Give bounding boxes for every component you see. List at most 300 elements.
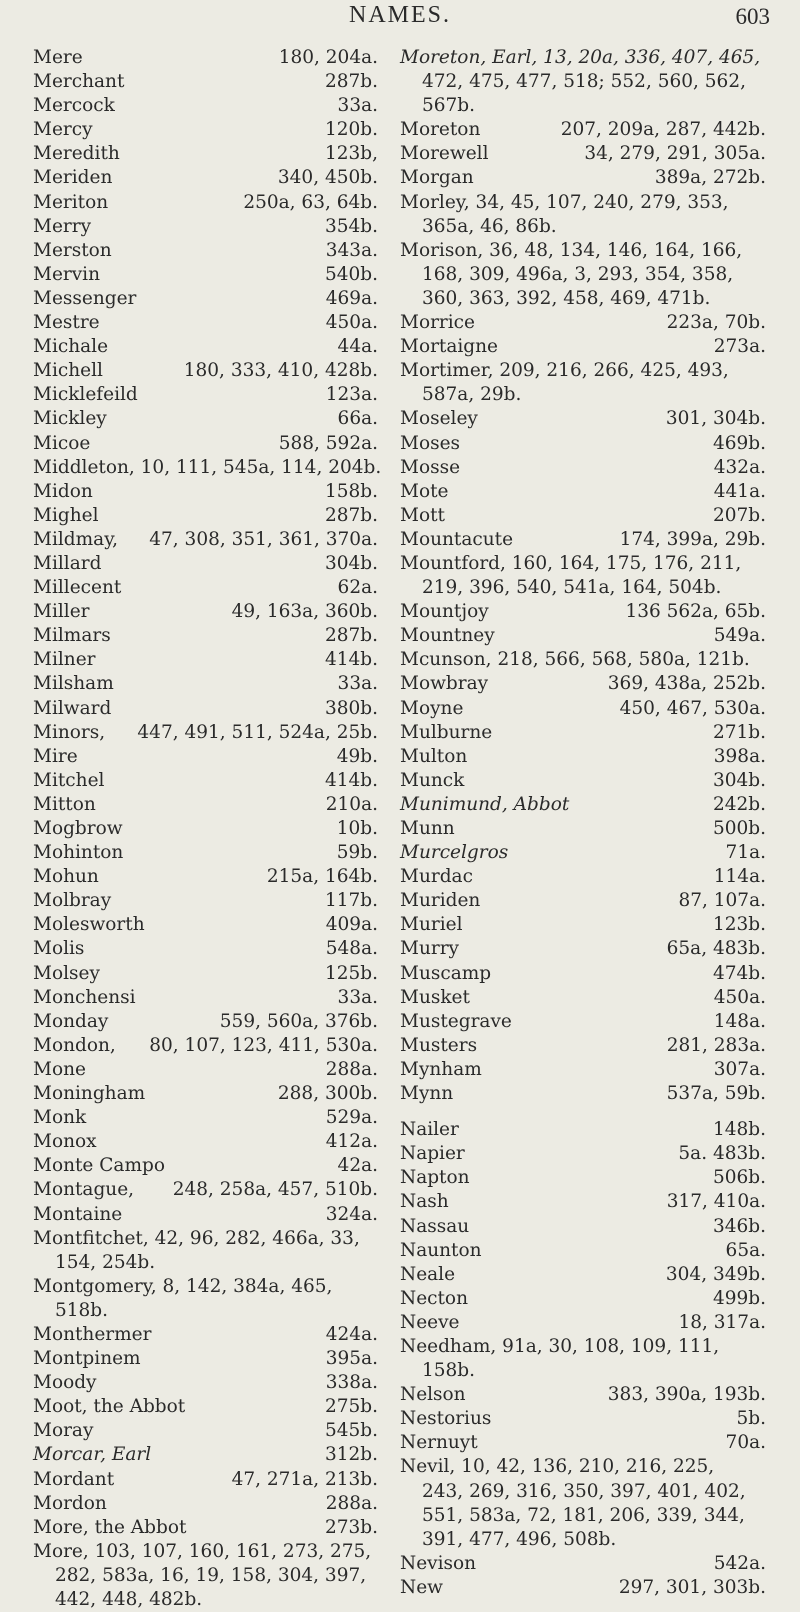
index-entry-line bbox=[400, 986, 766, 1010]
index-entry-line bbox=[400, 118, 766, 142]
index-entry bbox=[400, 1190, 766, 1214]
index-entry-line bbox=[400, 1431, 766, 1455]
entry-page-refs: 49, 163a, 360b. bbox=[231, 601, 378, 623]
entry-page-refs: 10b. bbox=[336, 818, 378, 839]
index-entry bbox=[33, 745, 378, 769]
entry-name: Mulburne bbox=[400, 721, 493, 743]
entry-name: Millard bbox=[33, 552, 102, 574]
entry-page-refs: 114a. bbox=[713, 866, 766, 888]
index-entry-line bbox=[33, 552, 378, 576]
index-entry-line bbox=[33, 311, 378, 335]
entry-name: Moningham bbox=[33, 1083, 146, 1105]
entry-page-refs: 117b. bbox=[324, 890, 378, 912]
index-entry-line bbox=[400, 1215, 766, 1239]
index-entry-line bbox=[400, 1166, 766, 1190]
entry-name: Moses bbox=[400, 432, 461, 454]
index-entry bbox=[33, 937, 378, 961]
entry-name: Mordant bbox=[33, 1468, 115, 1490]
entry-name: Mott bbox=[400, 504, 445, 526]
entry-name: Moreton bbox=[400, 119, 481, 141]
entry-page-refs: 469a. bbox=[325, 287, 378, 309]
index-entry-line bbox=[400, 407, 766, 431]
entry-name: Mone bbox=[33, 1058, 86, 1080]
index-entry-line bbox=[400, 1407, 766, 1431]
index-entry-line bbox=[33, 191, 378, 215]
entry-page-refs: 549a. bbox=[713, 625, 766, 647]
index-entry bbox=[400, 1215, 766, 1239]
entry-page-refs: 287b. bbox=[324, 71, 378, 93]
index-column-left bbox=[33, 46, 382, 1612]
index-entry-line bbox=[33, 937, 378, 961]
entry-name: Mynn bbox=[400, 1083, 454, 1105]
entry-name: Milner bbox=[33, 649, 96, 671]
index-entry-line bbox=[33, 215, 378, 239]
entry-page-refs: 47, 271a, 213b. bbox=[231, 1468, 378, 1490]
entry-page-refs: 542a. bbox=[713, 1552, 766, 1574]
entry-page-refs: 180, 333, 410, 428b. bbox=[183, 360, 378, 382]
entry-name: Mowbray bbox=[400, 673, 489, 695]
index-entry bbox=[400, 721, 766, 745]
index-entry bbox=[33, 480, 378, 504]
index-entry-line bbox=[33, 1154, 378, 1178]
index-entry bbox=[33, 1275, 378, 1323]
index-entry bbox=[400, 46, 766, 118]
entry-name: Moreton, Earl, 13, 20a, 336, 407, 465, bbox=[400, 47, 761, 68]
index-entry bbox=[33, 865, 378, 889]
entry-name: Murcelgros bbox=[400, 842, 509, 864]
entry-name: Mitchel bbox=[33, 769, 105, 791]
entry-page-refs: 123b. bbox=[712, 914, 766, 936]
index-entry bbox=[400, 889, 766, 913]
page-number: 603 bbox=[735, 4, 770, 29]
index-entry bbox=[400, 359, 766, 407]
index-entry-line bbox=[400, 745, 766, 769]
index-entry-line bbox=[33, 1371, 378, 1395]
entry-name: Mohun bbox=[33, 866, 99, 888]
index-entry-line bbox=[400, 913, 766, 937]
entry-name: Mohinton bbox=[33, 842, 124, 864]
entry-name: Molbray bbox=[33, 890, 112, 912]
entry-page-refs: 148b. bbox=[712, 1119, 766, 1141]
entry-page-refs: 288a. bbox=[325, 1492, 378, 1514]
entry-name: Micklefeild bbox=[33, 384, 138, 406]
index-entry-line bbox=[33, 986, 378, 1010]
entry-name: Mcunson, 218, 566, 568, 580a, 121b. bbox=[400, 649, 750, 671]
index-entry bbox=[400, 166, 766, 190]
entry-name: Montaine bbox=[33, 1203, 123, 1225]
index-entry bbox=[33, 1323, 378, 1347]
index-entry bbox=[400, 1287, 766, 1311]
entry-page-refs: 120b. bbox=[324, 119, 378, 141]
index-entry-line bbox=[400, 1082, 766, 1106]
index-entry-line bbox=[400, 793, 766, 817]
entry-page-refs: 506b. bbox=[712, 1167, 766, 1189]
index-entry bbox=[33, 118, 378, 142]
index-entry bbox=[400, 841, 766, 865]
index-entry-line bbox=[400, 600, 766, 624]
entry-name: Napton bbox=[400, 1167, 470, 1189]
index-entry bbox=[33, 528, 378, 552]
index-entry bbox=[33, 407, 378, 431]
index-entry bbox=[400, 335, 766, 359]
index-entry bbox=[33, 889, 378, 913]
index-entry-line bbox=[33, 528, 378, 552]
entry-page-refs: 210a. bbox=[325, 793, 378, 815]
entry-page-refs: 33a. bbox=[337, 95, 378, 117]
entry-name: Munn bbox=[400, 818, 455, 839]
entry-page-refs: 450a. bbox=[325, 312, 378, 334]
index-entry bbox=[400, 697, 766, 721]
entry-name: Nevison bbox=[400, 1552, 477, 1574]
entry-page-refs: 469b. bbox=[712, 432, 766, 454]
index-entry-line bbox=[400, 142, 766, 166]
index-entry-line bbox=[33, 239, 378, 263]
entry-page-refs: 450, 467, 530a. bbox=[619, 697, 766, 719]
entry-name: Michale bbox=[33, 336, 109, 358]
index-entry bbox=[400, 1455, 766, 1551]
entry-name: Morison, 36, 48, 134, 146, 164, 166, bbox=[400, 239, 743, 261]
index-entry bbox=[400, 648, 766, 672]
entry-name: Messenger bbox=[33, 287, 137, 309]
entry-name: Mervin bbox=[33, 263, 101, 285]
index-entry-line bbox=[33, 962, 378, 986]
entry-name: Nevil, 10, 42, 136, 210, 216, 225, bbox=[400, 1456, 715, 1478]
index-entry bbox=[400, 1010, 766, 1034]
index-entry bbox=[400, 1311, 766, 1335]
entry-name: Moyne bbox=[400, 697, 464, 719]
page-header bbox=[0, 2, 800, 40]
index-entry bbox=[33, 1010, 378, 1034]
entry-page-refs: 62a. bbox=[337, 577, 378, 599]
index-entry-line bbox=[33, 1468, 378, 1492]
index-entry-line bbox=[400, 1263, 766, 1287]
index-entry bbox=[400, 407, 766, 431]
entry-name: Monday bbox=[33, 1010, 109, 1032]
index-entry-line bbox=[33, 407, 378, 431]
index-entry bbox=[33, 1178, 378, 1202]
entry-name: Mountford, 160, 164, 175, 176, 211, bbox=[400, 552, 742, 574]
index-entry bbox=[33, 239, 378, 263]
entry-page-refs: 125b. bbox=[324, 962, 378, 984]
entry-name: Musters bbox=[400, 1034, 478, 1056]
index-entry-line bbox=[33, 456, 382, 480]
entry-page-refs: 215a, 164b. bbox=[266, 866, 378, 888]
index-entry-line bbox=[400, 528, 766, 552]
index-entry bbox=[33, 600, 378, 624]
index-entry-line bbox=[33, 1540, 378, 1564]
index-entry-line bbox=[33, 142, 378, 166]
index-entry bbox=[33, 504, 378, 528]
index-entry-line bbox=[400, 817, 766, 841]
index-entry-line bbox=[400, 1576, 766, 1600]
entry-page-refs: 44a. bbox=[337, 336, 378, 358]
entry-page-refs: 340, 450b. bbox=[277, 167, 378, 189]
entry-page-refs: 424a. bbox=[325, 1323, 378, 1345]
entry-page-refs: 346b. bbox=[712, 1215, 766, 1237]
entry-page-refs: 529a. bbox=[325, 1107, 378, 1129]
entry-continuation: 587a, 29b. bbox=[422, 384, 522, 406]
index-entry bbox=[33, 142, 378, 166]
index-entry-line bbox=[33, 697, 378, 721]
entry-page-refs: 123b, bbox=[324, 143, 378, 165]
entry-page-refs: 447, 491, 511, 524a, 25b. bbox=[137, 721, 378, 743]
entry-name: Montgomery, 8, 142, 384a, 465, bbox=[33, 1275, 333, 1297]
index-entry bbox=[33, 311, 378, 335]
index-entry-line bbox=[33, 1419, 378, 1443]
entry-name: Merston bbox=[33, 239, 112, 261]
entry-name: Mestre bbox=[33, 312, 100, 334]
entry-name: Mercy bbox=[33, 119, 93, 141]
entry-name: Moseley bbox=[400, 408, 478, 430]
index-entry bbox=[33, 962, 378, 986]
entry-page-refs: 47, 308, 351, 361, 370a. bbox=[149, 528, 378, 550]
entry-name: Morewell bbox=[400, 143, 489, 165]
index-entry bbox=[33, 1106, 378, 1130]
index-entry-line bbox=[400, 1034, 766, 1058]
entry-continuation: 158b. bbox=[422, 1360, 476, 1382]
index-entry-line bbox=[33, 1178, 378, 1202]
entry-name: Neeve bbox=[400, 1311, 460, 1333]
entry-name: Michell bbox=[33, 360, 103, 382]
index-entry-line bbox=[33, 576, 378, 600]
index-entry-line bbox=[400, 1287, 766, 1311]
index-entry-line bbox=[400, 432, 766, 456]
entry-page-refs: 59b. bbox=[336, 842, 378, 864]
entry-name: New bbox=[400, 1576, 443, 1598]
entry-name: Mondon, bbox=[33, 1034, 116, 1056]
entry-name: Mountney bbox=[400, 625, 495, 647]
entry-page-refs: 207b. bbox=[712, 504, 766, 526]
entry-name: Micoe bbox=[33, 432, 91, 454]
index-entry-line bbox=[33, 480, 378, 504]
index-entry bbox=[33, 1419, 378, 1443]
entry-name: Meriton bbox=[33, 191, 109, 213]
index-entry bbox=[33, 721, 378, 745]
index-entry-line bbox=[33, 287, 378, 311]
index-entry-line bbox=[33, 769, 378, 793]
entry-page-refs: 324a. bbox=[325, 1203, 378, 1225]
index-entry bbox=[400, 1431, 766, 1455]
entry-page-refs: 450a. bbox=[713, 986, 766, 1008]
entry-page-refs: 158b. bbox=[324, 480, 378, 502]
entry-page-refs: 250a, 63, 64b. bbox=[243, 191, 378, 213]
index-entry-line bbox=[33, 1443, 378, 1467]
entry-name: Monchensi bbox=[33, 986, 136, 1008]
index-entry-line bbox=[400, 889, 766, 913]
entry-page-refs: 34, 279, 291, 305a. bbox=[584, 143, 766, 165]
index-entry bbox=[400, 191, 766, 239]
entry-page-refs: 49b. bbox=[336, 745, 378, 767]
entry-page-refs: 33a. bbox=[337, 673, 378, 695]
index-entry bbox=[400, 480, 766, 504]
index-entry bbox=[400, 142, 766, 166]
index-entry bbox=[400, 817, 766, 841]
index-entry bbox=[400, 1263, 766, 1287]
entry-page-refs: 369, 438a, 252b. bbox=[607, 673, 766, 695]
index-entry bbox=[33, 1443, 378, 1467]
entry-name: Monk bbox=[33, 1107, 87, 1129]
index-entry bbox=[400, 865, 766, 889]
index-entry-line bbox=[400, 1010, 766, 1034]
entry-page-refs: 441a. bbox=[713, 480, 766, 502]
entry-page-refs: 409a. bbox=[325, 914, 378, 936]
entry-name: Morcar, Earl bbox=[33, 1444, 152, 1466]
entry-name: Multon bbox=[400, 745, 468, 767]
index-entry bbox=[400, 1335, 766, 1383]
index-entry bbox=[400, 504, 766, 528]
entry-name: Murry bbox=[400, 938, 459, 960]
index-entry-line bbox=[400, 1142, 766, 1166]
index-entry bbox=[400, 1082, 766, 1106]
index-entry bbox=[33, 1516, 378, 1540]
index-entry bbox=[400, 1383, 766, 1407]
index-entry-line bbox=[33, 1227, 378, 1251]
index-entry bbox=[400, 1058, 766, 1082]
entry-name: Miller bbox=[33, 601, 90, 623]
entry-continuation: 168, 309, 496a, 3, 293, 354, 358, 360, 363, 392, 458, 469, 471b. bbox=[422, 263, 734, 309]
index-entry-line bbox=[33, 432, 378, 456]
entry-name: Munimund, Abbot bbox=[400, 793, 570, 815]
index-entry-line bbox=[33, 672, 378, 696]
index-entry-line bbox=[400, 769, 766, 793]
index-entry bbox=[33, 359, 378, 383]
entry-name: Monox bbox=[33, 1131, 97, 1153]
entry-name: Nestorius bbox=[400, 1408, 492, 1430]
index-entry-line bbox=[400, 865, 766, 889]
index-entry-line bbox=[33, 46, 378, 70]
index-entry bbox=[400, 793, 766, 817]
entry-page-refs: 287b. bbox=[324, 504, 378, 526]
entry-name: Minors, bbox=[33, 721, 106, 743]
entry-name: Merry bbox=[33, 215, 92, 237]
entry-page-refs: 414b. bbox=[324, 769, 378, 791]
index-entry bbox=[33, 1492, 378, 1516]
entry-page-refs: 5a. 483b. bbox=[678, 1143, 766, 1165]
index-entry-line bbox=[33, 721, 378, 745]
entry-name: Muscamp bbox=[400, 962, 492, 984]
entry-name: More, the Abbot bbox=[33, 1516, 187, 1538]
entry-page-refs: 275b. bbox=[324, 1396, 378, 1418]
entry-name: Nernuyt bbox=[400, 1432, 478, 1454]
index-entry bbox=[33, 191, 378, 215]
entry-page-refs: 412a. bbox=[325, 1131, 378, 1153]
index-entry bbox=[33, 1203, 378, 1227]
index-entry-line bbox=[400, 191, 766, 215]
entry-name: Nailer bbox=[400, 1119, 459, 1141]
index-entry-line bbox=[400, 1335, 766, 1359]
index-entry bbox=[400, 239, 766, 311]
entry-name: Needham, 91a, 30, 108, 109, 111, bbox=[400, 1335, 720, 1357]
entry-page-refs: 248, 258a, 457, 510b. bbox=[172, 1179, 378, 1201]
entry-name: Mustegrave bbox=[400, 1010, 512, 1032]
entry-name: Muriel bbox=[400, 914, 463, 936]
index-entry-line bbox=[33, 624, 378, 648]
entry-name: Mogbrow bbox=[33, 818, 123, 839]
entry-name: Milsham bbox=[33, 673, 114, 695]
entry-page-refs: 588, 592a. bbox=[278, 432, 378, 454]
entry-page-refs: 71a. bbox=[725, 842, 766, 864]
entry-name: Munck bbox=[400, 769, 465, 791]
entry-page-refs: 242b. bbox=[712, 793, 766, 815]
index-entry-line bbox=[400, 239, 766, 263]
index-entry bbox=[33, 383, 378, 407]
index-entry bbox=[400, 769, 766, 793]
index-entry bbox=[33, 70, 378, 94]
index-entry bbox=[400, 552, 766, 600]
entry-name: Mickley bbox=[33, 408, 107, 430]
index-entry bbox=[400, 1118, 766, 1142]
index-column-right bbox=[400, 46, 766, 1600]
index-entry-line bbox=[400, 648, 766, 672]
index-entry bbox=[33, 1058, 378, 1082]
entry-page-refs: 500b. bbox=[712, 818, 766, 839]
index-entry-line bbox=[33, 1106, 378, 1130]
entry-page-refs: 398a. bbox=[713, 745, 766, 767]
entry-name: Mere bbox=[33, 47, 83, 68]
index-entry bbox=[33, 1395, 378, 1419]
entry-page-refs: 271b. bbox=[712, 721, 766, 743]
entry-name: Moody bbox=[33, 1372, 97, 1394]
entry-name: Moot, the Abbot bbox=[33, 1396, 186, 1418]
index-entry-line bbox=[33, 889, 378, 913]
entry-page-refs: 87, 107a. bbox=[678, 890, 766, 912]
entry-page-refs: 383, 390a, 193b. bbox=[607, 1384, 766, 1406]
entry-page-refs: 304, 349b. bbox=[665, 1263, 766, 1285]
entry-name: Molsey bbox=[33, 962, 100, 984]
entry-name: Midon bbox=[33, 480, 93, 502]
entry-name: Molesworth bbox=[33, 914, 145, 936]
entry-page-refs: 33a. bbox=[337, 986, 378, 1008]
index-entry-line bbox=[33, 841, 378, 865]
index-entry bbox=[400, 1552, 766, 1576]
index-entry-line bbox=[400, 504, 766, 528]
entry-page-refs: 70a. bbox=[725, 1432, 766, 1454]
index-entry bbox=[33, 769, 378, 793]
entry-name: Montpinem bbox=[33, 1348, 141, 1370]
index-entry-line bbox=[400, 841, 766, 865]
index-entry bbox=[400, 528, 766, 552]
entry-page-refs: 354b. bbox=[324, 215, 378, 237]
index-entry bbox=[33, 841, 378, 865]
index-entry-line bbox=[33, 166, 378, 190]
index-entry-line bbox=[400, 697, 766, 721]
index-entry-line bbox=[400, 962, 766, 986]
index-entry bbox=[400, 937, 766, 961]
index-entry bbox=[33, 166, 378, 190]
index-entry bbox=[400, 1576, 766, 1600]
entry-name: Middleton, 10, 111, 545a, 114, 204b. bbox=[33, 456, 382, 478]
index-entry-line bbox=[33, 913, 378, 937]
entry-page-refs: 18, 317a. bbox=[678, 1311, 766, 1333]
entry-page-refs: 288a. bbox=[325, 1058, 378, 1080]
index-entry bbox=[33, 1082, 378, 1106]
index-entry-line bbox=[33, 1275, 378, 1299]
entry-name: Mynham bbox=[400, 1058, 482, 1080]
entry-name: Morley, 34, 45, 107, 240, 279, 353, bbox=[400, 191, 729, 213]
entry-name: Mosse bbox=[400, 456, 461, 478]
index-entry bbox=[400, 1142, 766, 1166]
index-entry bbox=[33, 552, 378, 576]
index-entry-line bbox=[33, 383, 378, 407]
index-entry bbox=[33, 287, 378, 311]
entry-name: Mildmay, bbox=[33, 528, 119, 550]
entry-continuation: 472, 475, 477, 518; 552, 560, 562, 567b. bbox=[422, 71, 746, 117]
entry-name: Meredith bbox=[33, 143, 120, 165]
index-entry-line bbox=[33, 865, 378, 889]
index-entry bbox=[33, 793, 378, 817]
entry-name: Mordon bbox=[33, 1492, 107, 1514]
index-entry bbox=[400, 456, 766, 480]
